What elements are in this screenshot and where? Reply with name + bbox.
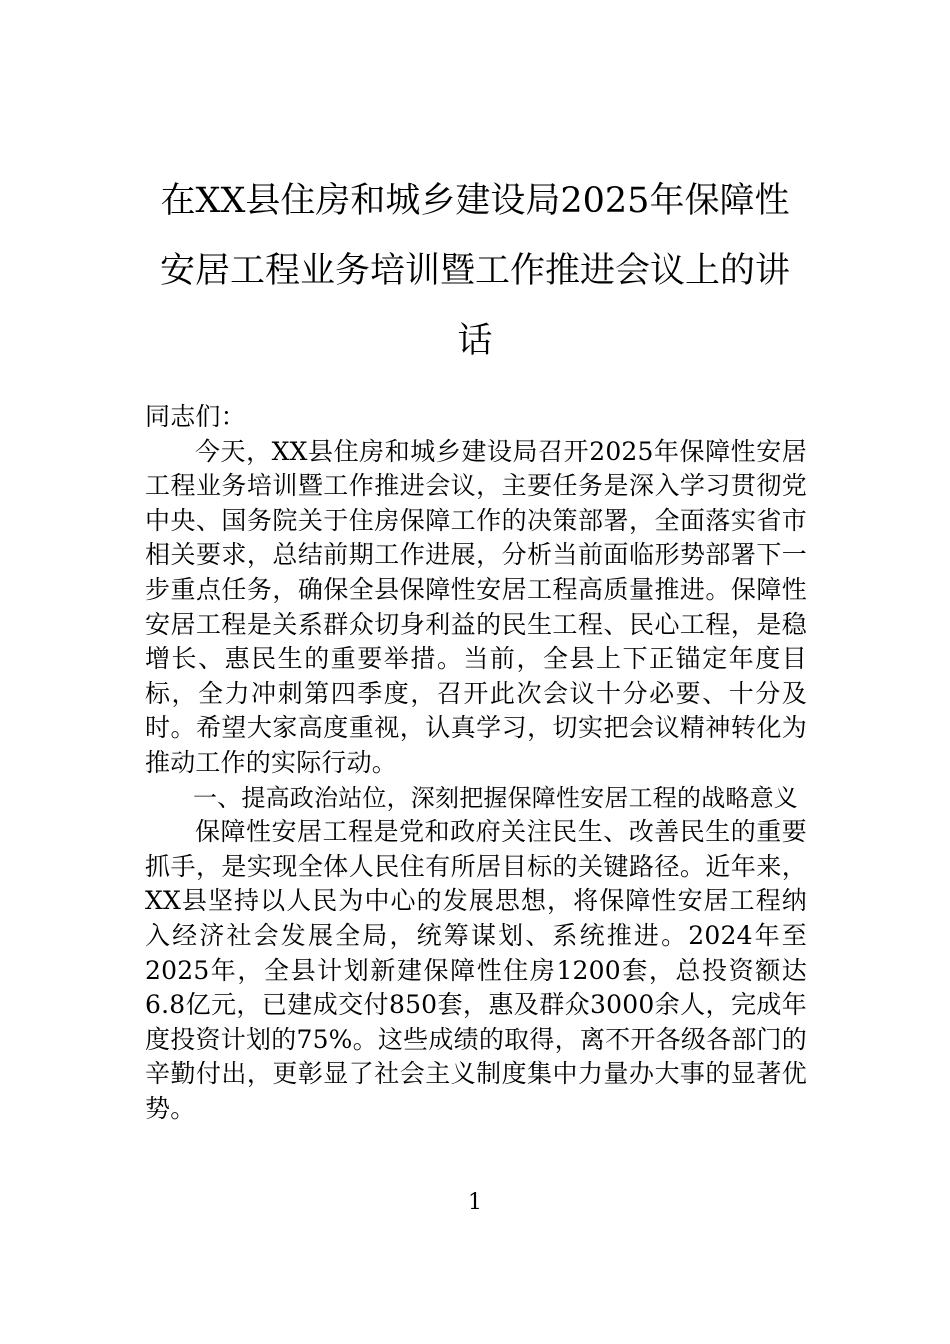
page-number: 1 <box>468 1190 482 1215</box>
title-line-1: 在XX县住房和城乡建设局2025年保障性 <box>160 181 790 221</box>
paragraph-section-1: 保障性安居工程是党和政府关注民生、改善民生的重要抓手，是实现全体人民住有所居目标的关键路径。近年来，XX县坚持以人民为中心的发展思想，将保障性安居工程纳入经济社会发展全局，统筹谋划、系统推进。2024年至2025年，全县计划新建保障性住房1200套，总投资额达6.8亿元，已建成交付850套，惠及群众3000余人，完成年度投资计划的75%。这些成绩的取得，离不开各级各部门的辛勤付出，更彰显了社会主义制度集中力量办大事的显著优势。 <box>145 817 807 1123</box>
paragraph-intro: 今天，XX县住房和城乡建设局召开2025年保障性安居工程业务培训暨工作推进会议，主要任务是深入学习贯彻党中央、国务院关于住房保障工作的决策部署，全面落实省市相关要求，总结前期工作进展，分析当前面临形势部署下一步重点任务，确保全县保障性安居工程高质量推进。保障性安居工程是关系群众切身利益的民生工程、民心工程，是稳增长、惠民生的重要举措。当前，全县上下正锚定年度目标，全力冲刺第四季度，召开此次会议十分必要、十分及时。希望大家高度重视，认真学习，切实把会议精神转化为推动工作的实际行动。 <box>145 436 807 777</box>
document-body <box>145 400 807 1126</box>
document-title <box>140 166 810 376</box>
title-line-3: 话 <box>457 321 493 361</box>
salutation: 同志们： <box>145 402 246 431</box>
section-heading-1: 一、提高政治站位，深刻把握保障性安居工程的战略意义 <box>193 783 798 812</box>
title-line-2: 安居工程业务培训暨工作推进会议上的讲 <box>159 251 790 291</box>
